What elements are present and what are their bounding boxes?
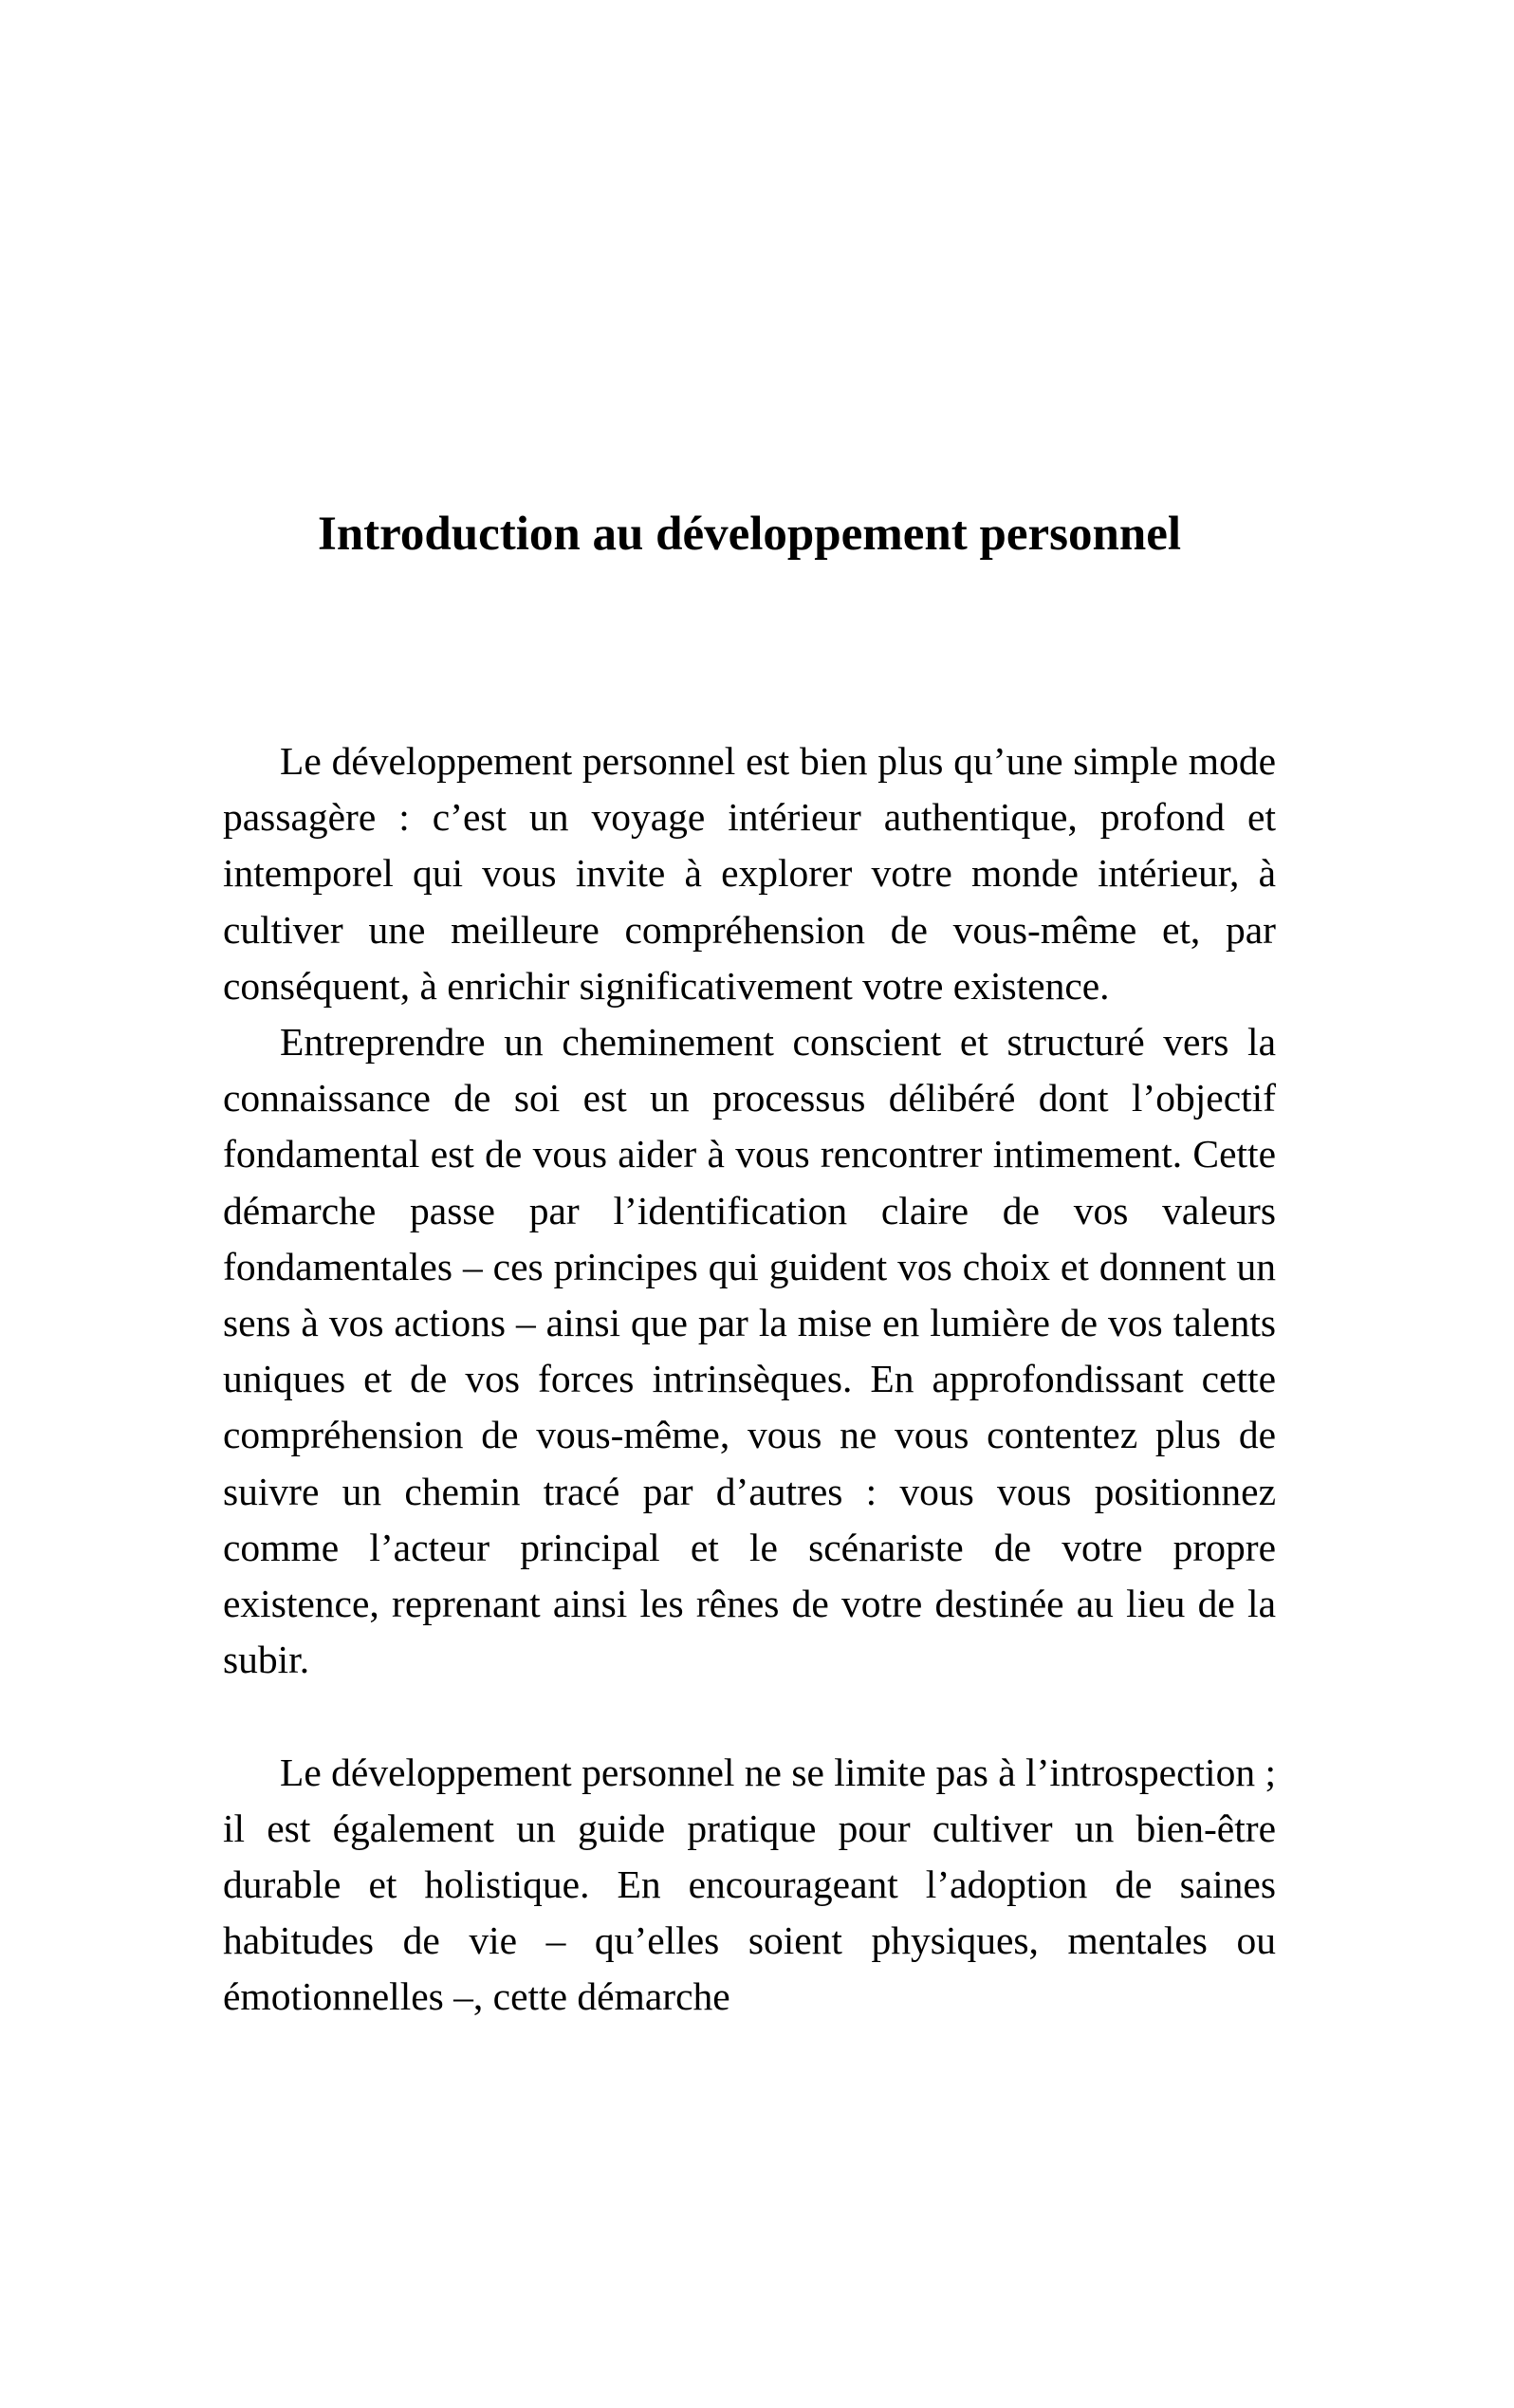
paragraph-1: Le développement personnel est bien plus qu’une simple mode passagère : c’est un voyage intérieur authentique, profond et intemporel qui vous invite à explorer votre monde intérieur, à cultiver une meilleure compréhension de vous-même et, par conséquent, à enrichir significativement votre existence. <box>223 739 1276 1008</box>
body-text <box>223 733 1276 2026</box>
paragraph-2: Entreprendre un cheminement conscient et structuré vers la connaissance de soi est un processus délibéré dont l’objectif fondamental est de vous aider à vous rencontrer intimement. Cette démarche passe par l’identification claire de vos valeurs fondamentales – ces principes qui guident vos choix et donnent un sens à vos actions – ainsi que par la mise en lumière de vos talents uniques et de vos forces intrinsèques. En approfondissant cette compréhension de vous-même, vous ne vous contentez plus de suivre un chemin tracé par d’autres : vous vous positionnez comme l’acteur principal et le scénariste de votre propre existence, reprenant ainsi les rênes de votre destinée au lieu de la subir. <box>223 1020 1276 1682</box>
paragraph-3: Le développement personnel ne se limite pas à l’introspection ; il est également un guide pratique pour cultiver un bien-être durable et holistique. En encourageant l’adoption de saines habitudes de vie – qu’elles soient physiques, mentales ou émotionnelles –, cette démarche <box>223 1750 1276 2019</box>
chapter-title: Introduction au développement personnel <box>317 508 1182 561</box>
